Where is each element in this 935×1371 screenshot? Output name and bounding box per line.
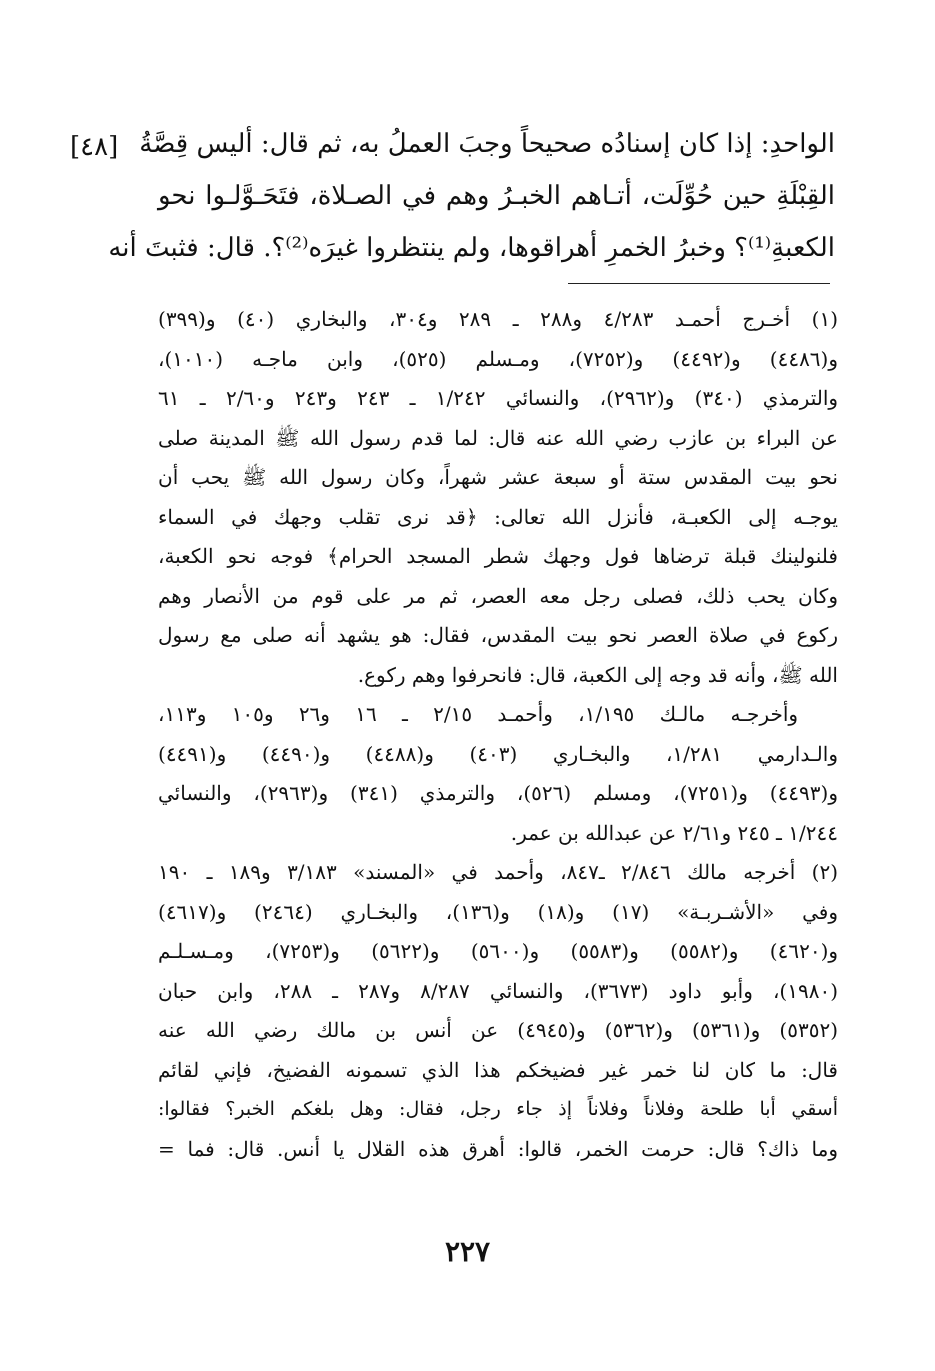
page-number: ٢٢٧	[444, 1235, 491, 1268]
footnote-line: والـدارمي ١/٢٨١، والبخـاري (٤٠٣) و(٤٤٨٨) و(٤٤٩٠) و(٤٤٩١)	[158, 741, 838, 766]
footnote-line: عن البراء بن عازب رضي الله عنه قال: لما قدم رسول الله ﷺ المدينة صلى	[158, 425, 838, 450]
section-marker: [٤٨]	[70, 132, 119, 162]
main-text-line: الواحدِ: إذا كان إسنادُه صحيحاً وجبَ العملُ به، ثم قال: أليس قِصَّةُ	[139, 129, 835, 159]
footnote-line: ركوع في صلاة العصر نحو بيت المقدس، فقال: هو يشهد أنه صلى مع رسول	[158, 623, 838, 647]
footnote-line: والترمذي (٣٤٠) و(٢٩٦٢)، والنسائي ١/٢٤٢ ـ ٢٤٣ و٢٤٣ و٢/٦٠ ـ ٦١	[158, 386, 839, 410]
main-text-line: القِبْلَةِ حين حُوِّلَت، أتـاهم الخبـرُ وهم في الصـلاة، فتَحَـوَّلـوا نحو	[158, 181, 835, 211]
footnote-line: فلنولينك قبلة ترضاها فول وجهك شطر المسجد الحرام﴾ فوجه نحو الكعبة،	[158, 544, 838, 568]
footnote-line: (١) أخـرج أحمـد ٤/٢٨٣ و٢٨٨ ـ ٢٨٩ و٣٠٤، والبخاري (٤٠) و(٣٩٩)	[158, 307, 839, 331]
footnote-line: وما ذاك؟ قال: حرمت الخمر، قالوا: أهرق هذه القلال يا أنس. قال: فما =	[158, 1136, 838, 1161]
footnote-line: (٥٣٥٢) و(٥٣٦١) و(٥٣٦٢) و(٤٩٤٥) عن أنس بن مالك رضي الله عنه	[158, 1018, 838, 1042]
footnote-separator	[568, 283, 830, 284]
footnote-line: نحو بيت المقدس ستة أو سبعة عشر شهراً، وكان رسول الله ﷺ يحب أن	[158, 465, 838, 489]
footnote-line: و(٤٦٢٠) و(٥٥٨٢) و(٥٥٨٣) و(٥٦٠٠) و(٥٦٢٢) و(٧٢٥٣)، ومـسـلـم	[158, 939, 839, 963]
footnote-line: ١/٢٤٤ ـ ٢٤٥ و٢/٦١ عن عبدالله بن عمر.	[510, 820, 838, 845]
footnote-line: الله ﷺ، وأنه قد وجه إلى الكعبة، قال: فانحرفوا وهم ركوع.	[357, 662, 838, 687]
footnote-line: يوجـه إلى الكعبـة، فأنزل الله تعالى: ﴿قد نرى تقلب وجهك في السماء	[158, 504, 838, 529]
footnote-line: (١٩٨٠)، وأبو داود (٣٦٧٣)، والنسائي ٨/٢٨٧ و٢٨٧ ـ ٢٨٨، وابن حبان	[158, 978, 839, 1003]
footnote-line: و(٤٤٨٦) و(٤٤٩٢) و(٧٢٥٢)، ومـسلم (٥٢٥)، وابن ماجـه (١٠١٠)،	[158, 346, 839, 371]
footnote-line: وكان يحب ذلك، فصلى رجل معه العصر، ثم مر على قوم من الأنصار وهم	[158, 583, 838, 608]
footnote-line: قال: ما كان لنا خمر غير فضيخكم هذا الذي تسمونه الفضيخ، فإني لقائم	[158, 1057, 838, 1082]
footnotes	[158, 300, 838, 1169]
footnote-line: و(٤٤٩٣) و(٧٢٥١)، ومسلم (٥٢٦)، والترمذي (٣٤١) و(٢٩٦٣)، والنسائي	[158, 781, 838, 805]
main-text	[108, 118, 835, 274]
footnote-line: وفي «الأشـربـة» (١٧) و(١٨) و(١٣٦)، والبخـاري (٢٤٦٤) و(٤٦١٧)	[158, 899, 839, 924]
main-text-line: الكعبةِ⁽¹⁾؟ وخبرُ الخمرِ أهراقوها، ولم ينتظروا غيرَه⁽²⁾؟. قال: فثبتَ أنه	[108, 233, 835, 263]
footnote-line: (٢) أخرجه مالك ٢/٨٤٦ ـ٨٤٧، وأحمد في «المسند» ٣/١٨٣ و١٨٩ ـ ١٩٠	[158, 860, 838, 884]
footnote-line: أسقي أبا طلحة وفلاناً وفلاناً إذ جاء رجل، فقال: وهل بلغكم الخبر؟ فقالوا:	[158, 1098, 838, 1120]
footnote-line: وأخرجـه مالـك ١/١٩٥، وأحمـد ٢/١٥ ـ ١٦ و٢٦ و١٠٥ و١١٣،	[158, 702, 799, 726]
